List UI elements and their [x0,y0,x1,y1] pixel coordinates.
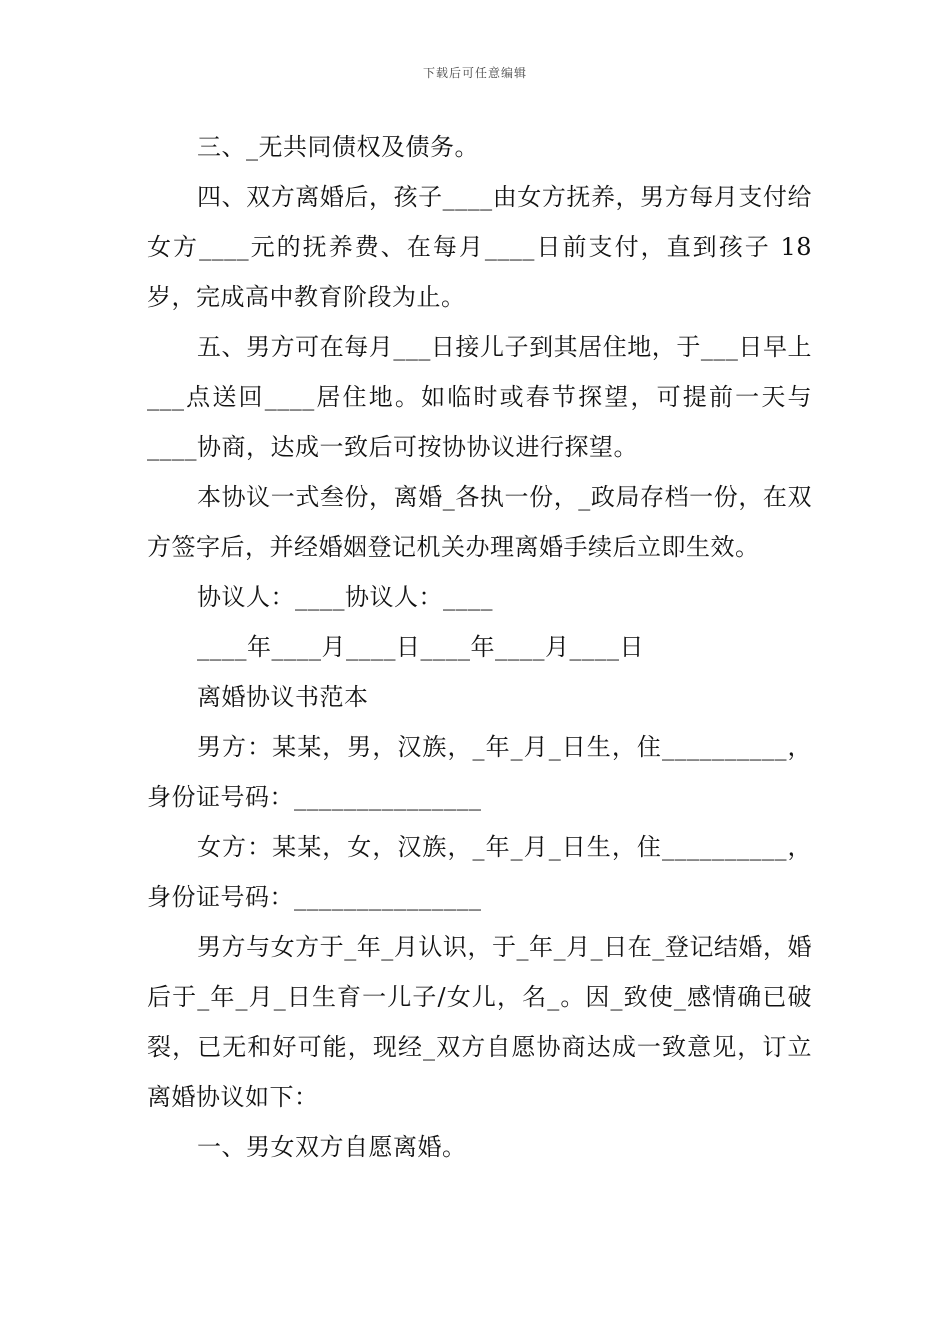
template-title: 离婚协议书范本 [197,683,369,711]
signature-line: 协议人：____协议人：____ [197,583,493,611]
clause-four: 四、双方离婚后，孩子____由女方抚养，男方每月支付给女方____元的抚养费、在每月____日前支付，直到孩子 18 岁，完成高中教育阶段为止。 [147,183,812,311]
husband-info: 男方：某某，男，汉族，_年_月_日生，住__________，身份证号码：_______________ [147,733,812,811]
clause-one: 一、男女双方自愿离婚。 [197,1133,467,1161]
marriage-background: 男方与女方于_年_月认识，于_年_月_日在_登记结婚，婚后于_年_月_日生育一儿子/女儿，名_。因_致使_感情确已破裂，已无和好可能，现经_双方自愿协商达成一致意见，订立离婚协议如下： [147,933,812,1111]
document-body [147,122,812,1172]
clause-five: 五、男方可在每月___日接儿子到其居住地，于___日早上___点送回____居住地。如临时或春节探望，可提前一天与____协商，达成一致后可按协协议进行探望。 [147,333,812,461]
page-header: 下载后可任意编辑 [422,66,527,80]
wife-info: 女方：某某，女，汉族，_年_月_日生，住__________，身份证号码：_______________ [147,833,812,911]
date-line: ____年____月____日____年____月____日 [197,633,644,661]
copies-clause: 本协议一式叁份，离婚_各执一份，_政局存档一份，在双方签字后，并经婚姻登记机关办理离婚手续后立即生效。 [147,483,812,561]
clause-three: 三、_无共同债权及债务。 [197,133,479,161]
